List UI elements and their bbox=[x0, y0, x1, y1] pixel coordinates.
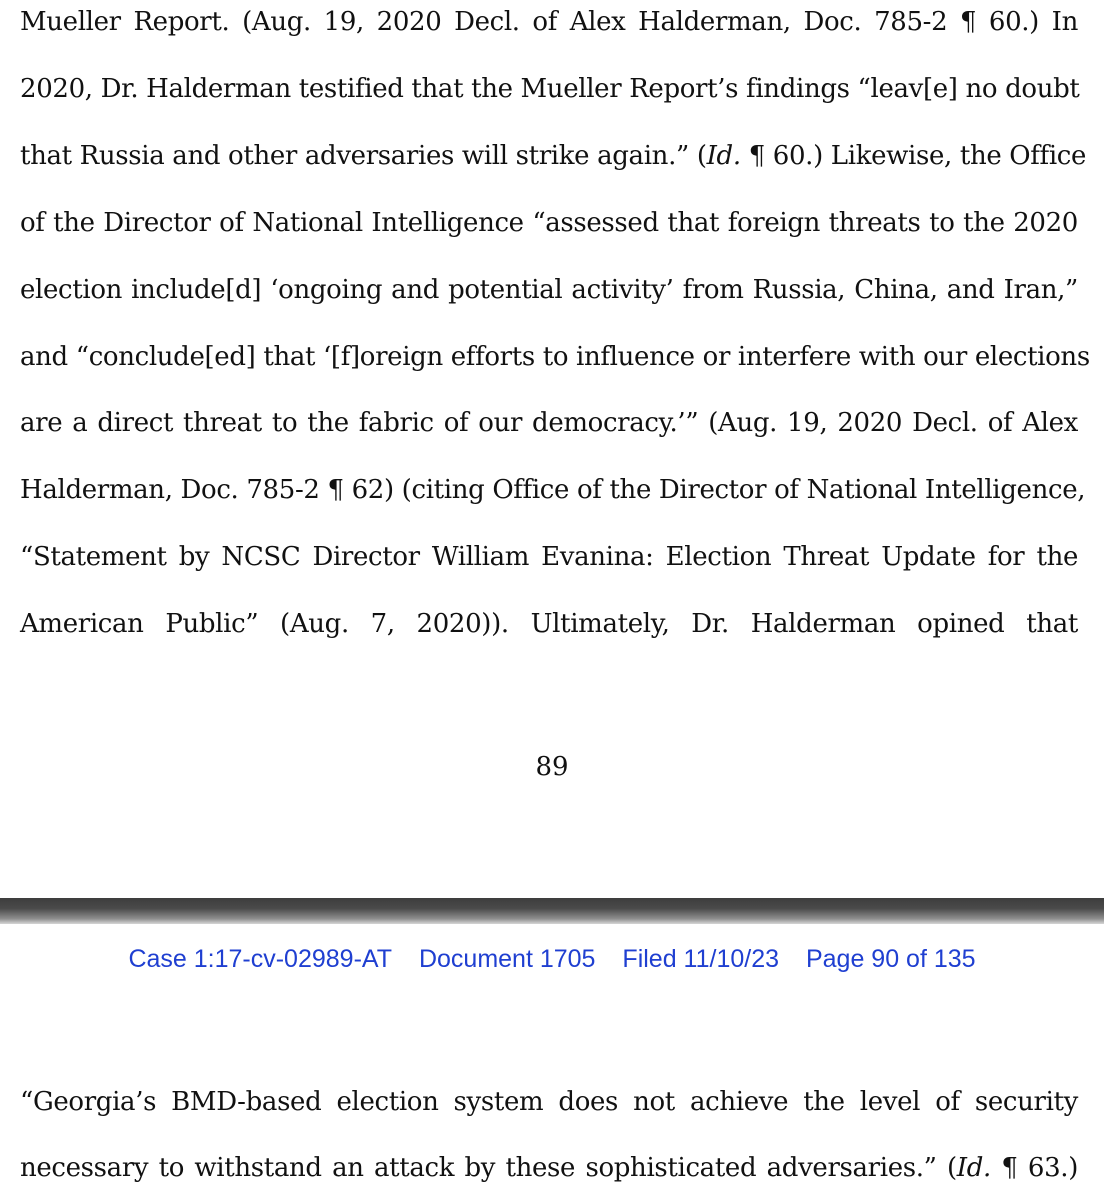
text-line: Mueller Report. (Aug. 19, 2020 Decl. of Alex Halderman, Doc. 785-2 ¶ 60.) In bbox=[20, 7, 1078, 37]
text-line: Halderman, Doc. 785-2 ¶ 62) (citing Office of the Director of National Intelligence, bbox=[20, 475, 1086, 505]
text-line: “Statement by NCSC Director William Evanina: Election Threat Update for the bbox=[20, 542, 1078, 572]
citation-id: Id. bbox=[706, 141, 741, 171]
text-line: are a direct threat to the fabric of our democracy.’” (Aug. 19, 2020 Decl. of Alex bbox=[20, 408, 1078, 438]
text-line: American Public” (Aug. 7, 2020)). Ultimately, Dr. Halderman opined that bbox=[20, 609, 1078, 639]
citation-id: Id. bbox=[956, 1153, 991, 1183]
document-number: Document 1705 bbox=[418, 945, 596, 973]
text-line: that Russia and other adversaries will strike again.” (Id. ¶ 60.) Likewise, the Office bbox=[20, 141, 1087, 171]
case-number: Case 1:17-cv-02989-AT bbox=[128, 945, 392, 973]
case-header bbox=[0, 945, 1104, 974]
text-line: “Georgia’s BMD-based election system does not achieve the level of security bbox=[20, 1087, 1078, 1117]
page-count: Page 90 of 135 bbox=[805, 945, 976, 973]
filed-date: Filed 11/10/23 bbox=[622, 945, 780, 973]
page-number: 89 bbox=[535, 752, 569, 782]
text-line: 2020, Dr. Halderman testified that the Mueller Report’s findings “leav[e] no doubt bbox=[20, 74, 1080, 104]
text-line: and “conclude[ed] that ‘[f]oreign efforts to influence or interfere with our elections bbox=[20, 342, 1090, 372]
text-line: necessary to withstand an attack by these sophisticated adversaries.” (Id. ¶ 63.) bbox=[20, 1153, 1078, 1183]
text-line: election include[d] ‘ongoing and potential activity’ from Russia, China, and Iran,” bbox=[20, 275, 1078, 305]
text-line: of the Director of National Intelligence “assessed that foreign threats to the 2020 bbox=[20, 208, 1078, 238]
page-divider bbox=[0, 898, 1104, 924]
